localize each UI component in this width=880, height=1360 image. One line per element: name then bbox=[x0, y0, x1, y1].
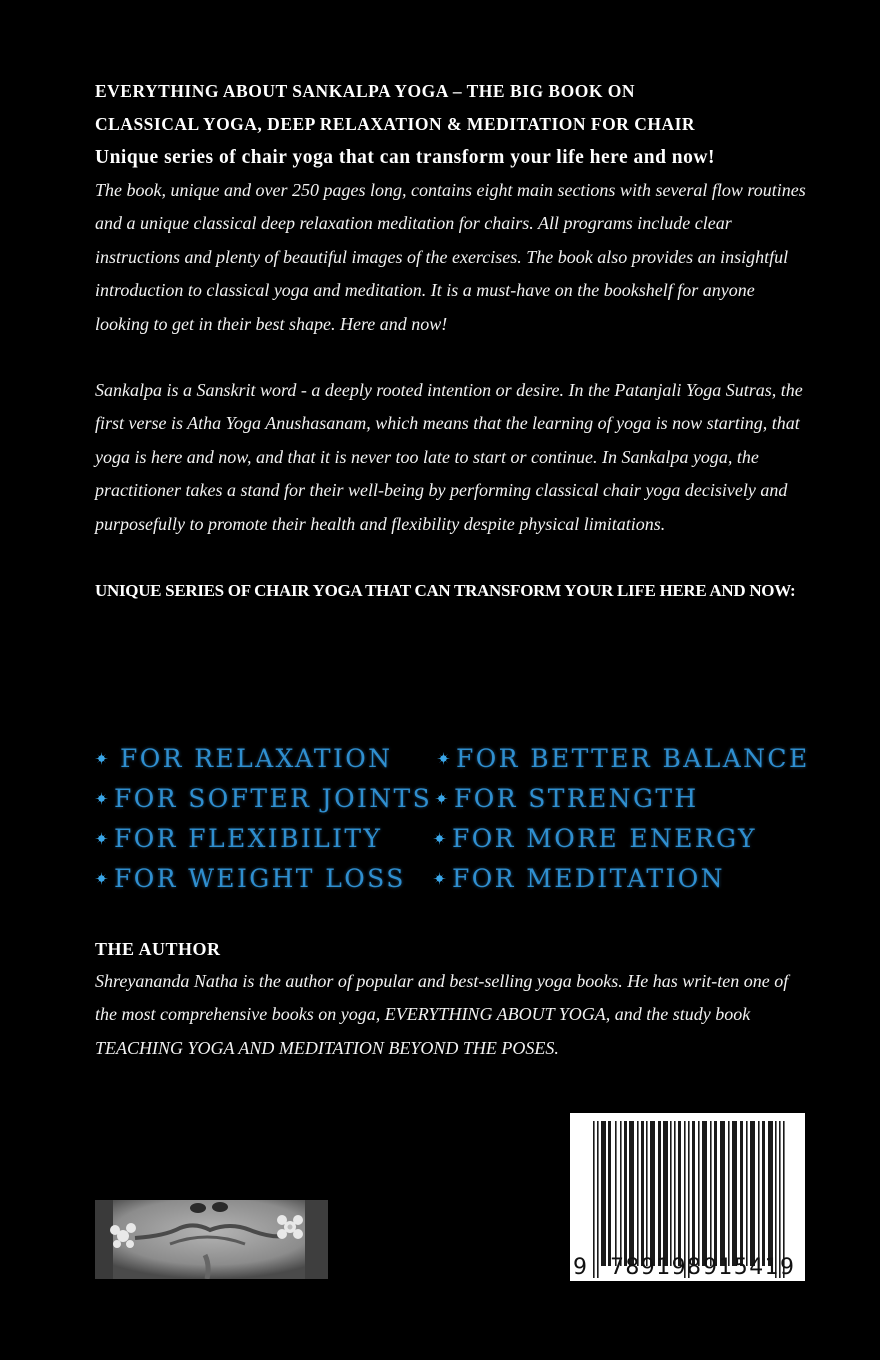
benefit-label: FOR RELAXATION bbox=[120, 744, 393, 773]
back-cover-text bbox=[95, 75, 810, 607]
book-title-line-2: CLASSICAL YOGA, DEEP RELAXATION & MEDITATION FOR CHAIR bbox=[95, 114, 696, 134]
star-burst-icon bbox=[433, 832, 446, 845]
benefit-label: FOR MEDITATION bbox=[452, 864, 725, 893]
star-burst-icon bbox=[95, 832, 108, 845]
benefit-label: FOR BETTER BALANCE bbox=[456, 744, 810, 773]
author-photo bbox=[95, 1200, 328, 1279]
isbn-digits bbox=[570, 1251, 805, 1281]
isbn-left-group: 789198 bbox=[610, 1255, 703, 1280]
benefits-list bbox=[95, 740, 815, 900]
star-burst-icon bbox=[95, 872, 108, 885]
benefits-heading: UNIQUE SERIES OF CHAIR YOGA THAT CAN TRANSFORM YOUR LIFE HERE AND NOW: bbox=[95, 581, 796, 601]
star-burst-icon bbox=[433, 872, 446, 885]
star-burst-icon bbox=[437, 752, 450, 765]
benefit-item bbox=[433, 864, 725, 893]
description-paragraph-1: The book, unique and over 250 pages long, contains eight main sections with several flow routines and a unique classical deep relaxation meditation for chairs. All programs include clear instructions and plenty of beautiful images of the exercises. The book also provides an insightful introduction to classical yoga and meditation. It is a must-have on the bookshelf for anyone looking to get in their best shape. Here and now! bbox=[95, 180, 806, 334]
benefit-item bbox=[435, 784, 699, 813]
benefit-item bbox=[95, 824, 382, 853]
benefit-label: FOR MORE ENERGY bbox=[452, 824, 757, 853]
benefit-label: FOR STRENGTH bbox=[454, 784, 699, 813]
isbn-barcode bbox=[570, 1113, 805, 1281]
author-heading: THE AUTHOR bbox=[95, 939, 221, 959]
benefit-item bbox=[437, 744, 810, 773]
benefit-label: FOR FLEXIBILITY bbox=[114, 824, 383, 853]
star-burst-icon bbox=[435, 792, 448, 805]
benefit-item bbox=[433, 824, 757, 853]
star-burst-icon bbox=[95, 752, 108, 765]
isbn-right-group: 915419 bbox=[703, 1255, 796, 1280]
author-bio: Shreyananda Natha is the author of popular and best-selling yoga books. He has writ-ten one of the most comprehensive books on yoga, EVERYTHING ABOUT YOGA, and the study book TEACHING YOGA AND MEDITATION BEYOND THE POSES. bbox=[95, 971, 789, 1058]
benefit-item bbox=[95, 784, 432, 813]
star-burst-icon bbox=[95, 792, 108, 805]
benefit-label: FOR SOFTER JOINTS bbox=[114, 784, 433, 813]
benefit-item bbox=[95, 864, 406, 893]
isbn-first-digit: 9 bbox=[573, 1255, 587, 1280]
book-title-line-1: EVERYTHING ABOUT SANKALPA YOGA – THE BIG BOOK ON bbox=[95, 81, 636, 101]
description-paragraph-2: Sankalpa is a Sanskrit word - a deeply rooted intention or desire. In the Patanjali Yoga Sutras, the first verse is Atha Yoga Anushasanam, which means that the learning of yoga is now starting, that yoga is here and now, and that it is never too late to start or continue. In Sankalpa yoga, the practitioner takes a stand for their well-being by performing classical chair yoga decisively and purposefully to promote their health and flexibility despite physical limitations. bbox=[95, 380, 803, 534]
benefit-label: FOR WEIGHT LOSS bbox=[114, 864, 406, 893]
benefit-item bbox=[95, 744, 392, 773]
book-subtitle: Unique series of chair yoga that can transform your life here and now! bbox=[95, 147, 715, 168]
